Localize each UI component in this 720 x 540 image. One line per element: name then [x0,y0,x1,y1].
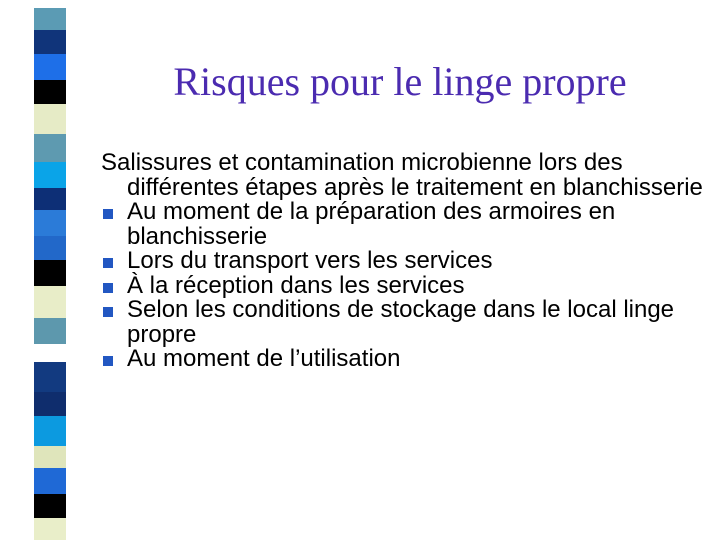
square-bullet-icon [103,258,113,268]
list-item [101,298,706,347]
decorative-color-bar [34,0,66,540]
square-bullet-icon [103,209,113,219]
decor-block [34,518,66,540]
list-item-text: Lors du transport vers les services [127,247,493,274]
list-item-text: Selon les conditions de stockage dans le local linge propre [127,296,675,348]
decor-block [34,80,66,104]
square-bullet-icon [103,356,113,366]
decor-block [34,318,66,344]
list-item-text: Au moment de la préparation des armoires en blanchisserie [127,198,616,250]
list-item-text: À la réception dans les services [127,271,465,299]
list-item [101,347,706,372]
decor-block [34,0,66,8]
decor-block [34,134,66,162]
decor-block [34,286,66,318]
decor-block [34,468,66,494]
decor-block [34,30,66,54]
decor-block [34,344,66,362]
decor-block [34,162,66,188]
decor-block [34,188,66,210]
square-bullet-icon [103,307,113,317]
decor-block [34,54,66,80]
decor-block [34,446,66,468]
intro-paragraph: Salissures et contamination microbienne lors des différentes étapes après le traitement en blanchisserie [101,149,703,201]
decor-block [34,362,66,392]
decor-block [34,494,66,518]
slide-body [101,151,706,372]
list-item [101,271,706,299]
decor-block [34,392,66,416]
list-item-text: Au moment de l’utilisation [127,345,401,372]
decor-block [34,8,66,30]
square-bullet-icon [103,283,113,293]
slide-title: Risques pour le linge propre [173,59,627,104]
decor-block [34,210,66,236]
bullet-list [101,200,706,372]
list-item [101,200,706,249]
decor-block [34,416,66,446]
list-item [101,249,706,274]
decor-block [34,104,66,134]
decor-block [34,260,66,286]
decor-block [34,236,66,260]
